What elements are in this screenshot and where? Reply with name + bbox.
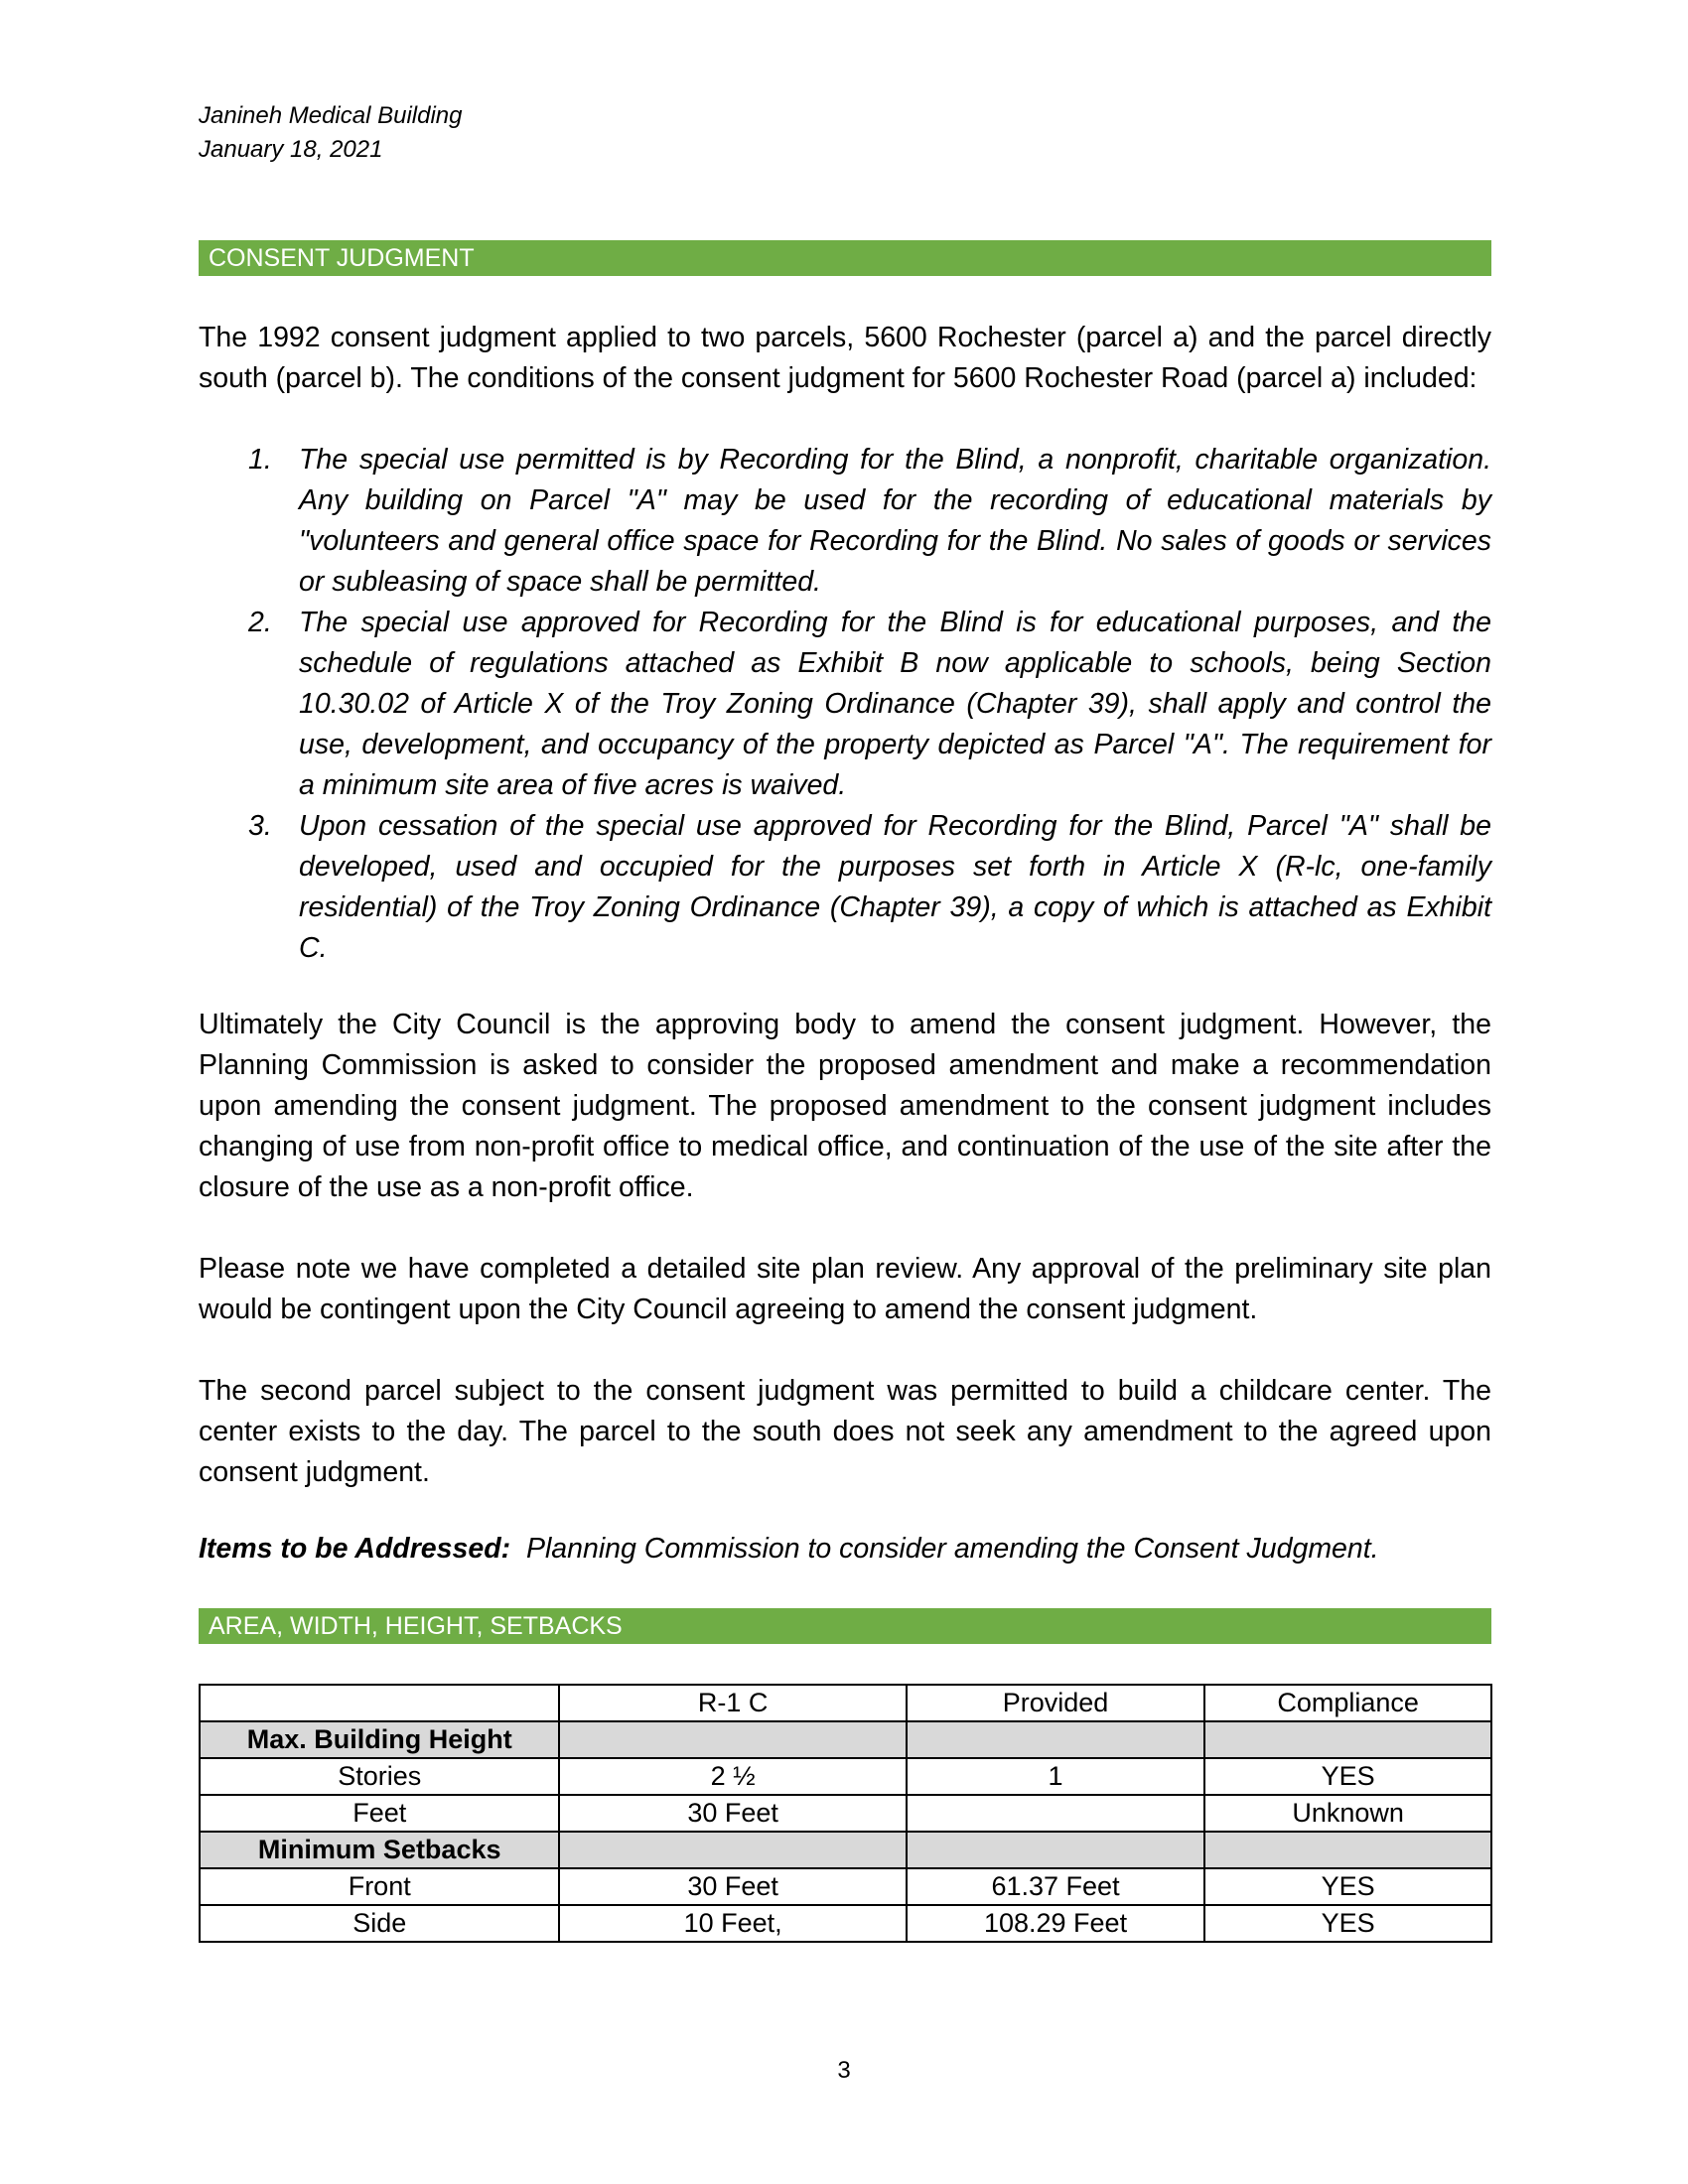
list-item-text: The special use permitted is by Recording for the Blind, a nonprofit, charitable organization. Any building on Parcel "A" may be used for the recording of educational materials by "volunteers and general office space for Recording for the Blind. No sales of goods or services or subleasing of space shall be permitted. xyxy=(299,444,1491,598)
group-label: Minimum Setbacks xyxy=(200,1832,559,1868)
list-item-number: 1. xyxy=(248,444,272,476)
table-cell: YES xyxy=(1204,1868,1491,1905)
list-item xyxy=(199,603,1491,806)
consent-intro-paragraph: The 1992 consent judgment applied to two parcels, 5600 Rochester (parcel a) and the parcel directly south (parcel b). The conditions of the consent judgment for 5600 Rochester Road (parcel a) included: xyxy=(199,322,1491,394)
table-cell xyxy=(907,1832,1205,1868)
consent-conditions-list xyxy=(199,440,1491,969)
table-cell: 61.37 Feet xyxy=(907,1868,1205,1905)
column-header: R-1 C xyxy=(559,1685,906,1721)
section-heading-consent-judgment: CONSENT JUDGMENT xyxy=(199,240,1491,276)
list-item-text: The special use approved for Recording for the Blind is for educational purposes, and the schedule of regulations attached as Exhibit B now applicable to schools, being Section 10.30.02 of Article X of the Troy Zoning Ordinance (Chapter 39), shall apply and control the use, development, and occupancy of the property depicted as Parcel "A". The requirement for a minimum site area of five acres is waived. xyxy=(299,607,1491,801)
table-cell: Side xyxy=(200,1905,559,1942)
table-cell: Stories xyxy=(200,1758,559,1795)
list-item xyxy=(199,806,1491,969)
table-cell xyxy=(559,1832,906,1868)
list-item xyxy=(199,440,1491,603)
document-header xyxy=(199,99,463,167)
project-name: Janineh Medical Building xyxy=(199,102,463,129)
table-group-row xyxy=(200,1721,1491,1758)
table-cell xyxy=(1204,1832,1491,1868)
site-plan-review-paragraph: Please note we have completed a detailed site plan review. Any approval of the preliminary site plan would be contingent upon the City Council agreeing to amend the consent judgment. xyxy=(199,1253,1491,1325)
list-item-text: Upon cessation of the special use approved for Recording for the Blind, Parcel "A" shall be developed, used and occupied for the purposes set forth in Article X (R-lc, one-family residential) of the Troy Zoning Ordinance (Chapter 39), a copy of which is attached as Exhibit C. xyxy=(299,810,1491,964)
group-label: Max. Building Height xyxy=(200,1721,559,1758)
column-header xyxy=(200,1685,559,1721)
table-cell: YES xyxy=(1204,1905,1491,1942)
table-cell: 2 ½ xyxy=(559,1758,906,1795)
table-cell: 108.29 Feet xyxy=(907,1905,1205,1942)
items-text: Planning Commission to consider amending the Consent Judgment. xyxy=(525,1533,1379,1565)
table-cell: 30 Feet xyxy=(559,1795,906,1832)
document-date: January 18, 2021 xyxy=(199,136,383,163)
table-group-row xyxy=(200,1832,1491,1868)
table-cell: Feet xyxy=(200,1795,559,1832)
column-header: Provided xyxy=(907,1685,1205,1721)
table-cell: Unknown xyxy=(1204,1795,1491,1832)
table-cell xyxy=(907,1721,1205,1758)
items-to-be-addressed xyxy=(199,1529,1379,1570)
table-row xyxy=(200,1905,1491,1942)
table-cell xyxy=(559,1721,906,1758)
table-row xyxy=(200,1758,1491,1795)
table-header-row xyxy=(200,1685,1491,1721)
page-number: 3 xyxy=(837,2057,851,2084)
table-cell: 30 Feet xyxy=(559,1868,906,1905)
council-paragraph: Ultimately the City Council is the approving body to amend the consent judgment. However, the Planning Commission is asked to consider the proposed amendment and make a recommendation upon amending the consent judgment. The proposed amendment to the consent judgment includes changing of use from non-profit office to medical office, and continuation of the use of the site after the closure of the use as a non-profit office. xyxy=(199,1009,1491,1203)
setbacks-table xyxy=(199,1684,1492,1943)
table-cell: Front xyxy=(200,1868,559,1905)
list-item-number: 3. xyxy=(248,810,272,842)
table-cell: 10 Feet, xyxy=(559,1905,906,1942)
column-header: Compliance xyxy=(1204,1685,1491,1721)
items-label: Items to be Addressed: xyxy=(199,1533,511,1565)
table-row xyxy=(200,1795,1491,1832)
table-row xyxy=(200,1868,1491,1905)
section-heading-setbacks: AREA, WIDTH, HEIGHT, SETBACKS xyxy=(199,1608,1491,1644)
table-cell: YES xyxy=(1204,1758,1491,1795)
table-cell: 1 xyxy=(907,1758,1205,1795)
list-item-number: 2. xyxy=(248,607,272,638)
table-cell xyxy=(907,1795,1205,1832)
table-cell xyxy=(1204,1721,1491,1758)
second-parcel-paragraph: The second parcel subject to the consent judgment was permitted to build a childcare center. The center exists to the day. The parcel to the south does not seek any amendment to the agreed upon consent judgment. xyxy=(199,1375,1491,1488)
